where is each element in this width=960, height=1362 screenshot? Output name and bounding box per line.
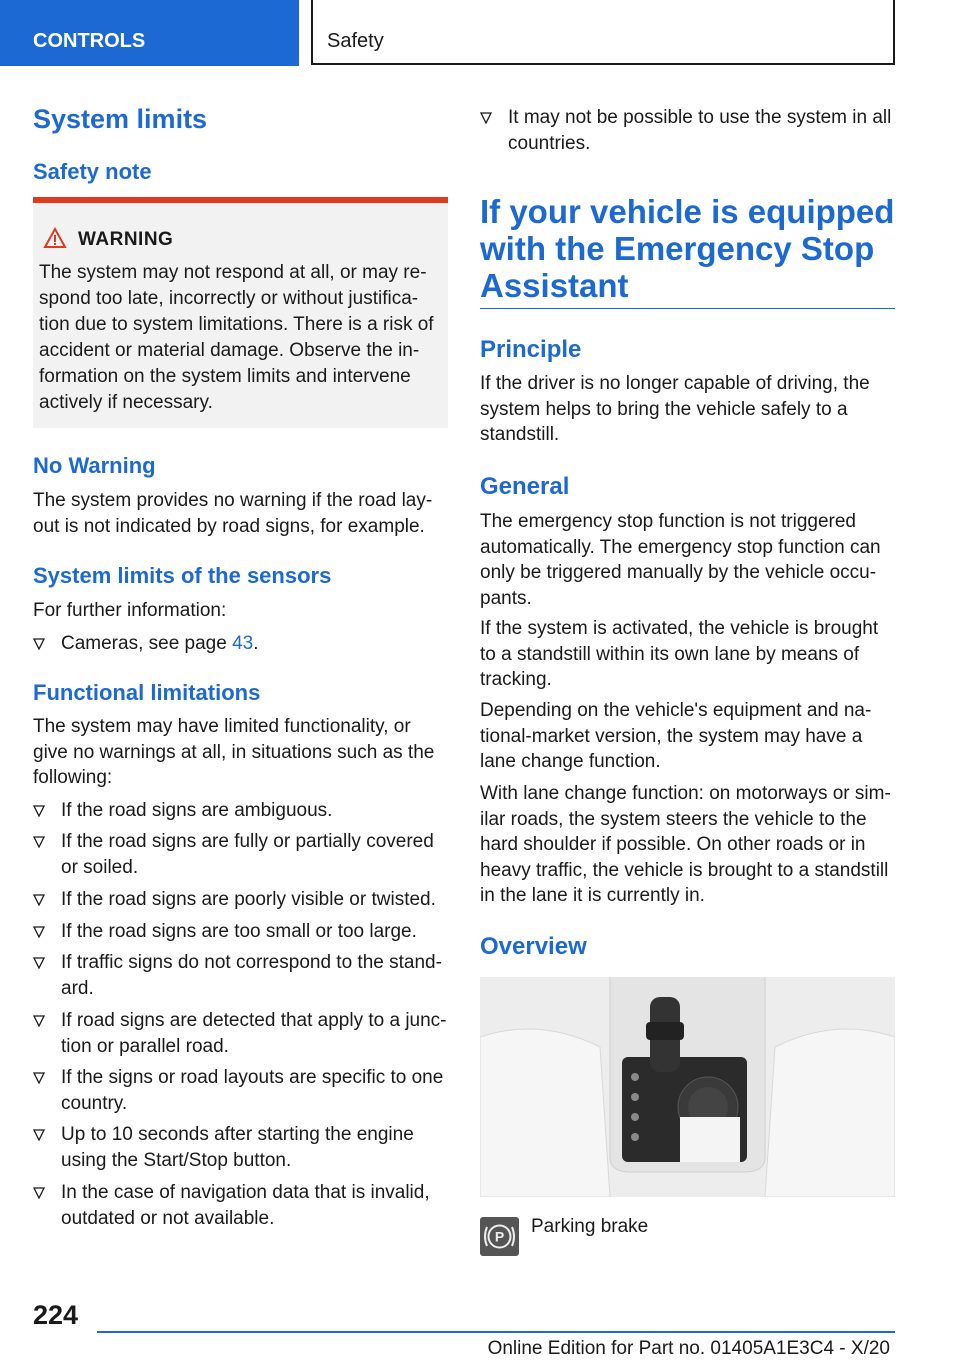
heading-emergency-stop-assistant: If your vehicle is equipped with the Emergency Stop Assistant	[480, 193, 895, 304]
warning-triangle-icon	[43, 227, 67, 249]
edition-text: Online Edition for Part no. 01405A1E3C4 - X/20	[487, 1338, 890, 1359]
heading-no-warning: No Warning	[33, 453, 156, 478]
list-item-text: If the road signs are ambiguous.	[61, 800, 333, 821]
parking-brake-label: Parking brake	[531, 1216, 649, 1237]
list-item-text: In the case of navigation data that is invalid, outdated or not available.	[61, 1182, 430, 1229]
no-warning-text: The system provides no warning if the road lay-out is not indicated by road signs, for example.	[33, 490, 433, 537]
heading-system-limits: System limits	[33, 104, 208, 134]
sensor-item-text: Cameras, see page	[61, 633, 233, 654]
warning-title: WARNING	[78, 229, 174, 250]
bullet-triangle-icon	[33, 957, 45, 969]
section-tab: CONTROLS	[0, 0, 299, 66]
parking-brake-symbol	[480, 1217, 519, 1256]
general-paragraph-3: Depending on the vehicle's equipment and na-tional-market version, the system may have a lane change function.	[480, 700, 872, 772]
center-console-illustration	[480, 977, 895, 1197]
list-item-text: Up to 10 seconds after starting the engine using the Start/Stop button.	[61, 1124, 414, 1171]
warning-box	[33, 197, 448, 428]
heading-rule	[480, 308, 895, 309]
list-item-text: If the road signs are poorly visible or twisted.	[61, 889, 436, 910]
warning-text: The system may not respond at all, or may re-spond too late, incorrectly or without justifica-tion due to system limitations. There is a risk of accident or material damage. Observe the in-formation on the system limits and intervene actively if necessary.	[39, 262, 434, 413]
chapter-title: Safety	[311, 0, 895, 65]
list-item-text: It may not be possible to use the system in all countries.	[508, 107, 892, 154]
list-item-text: If road signs are detected that apply to a junc-tion or parallel road.	[61, 1010, 447, 1057]
list-item-text: If the road signs are fully or partially covered or soiled.	[61, 831, 434, 878]
heading-principle: Principle	[480, 336, 582, 363]
list-item-text: If the road signs are too small or too large.	[61, 921, 417, 942]
footer-rule	[97, 1331, 895, 1333]
functional-intro: The system may have limited functionality, or give no warnings at all, in situations such as the following:	[33, 716, 435, 788]
center-console-image	[480, 977, 895, 1197]
heading-functional-limitations: Functional limitations	[33, 680, 261, 705]
bullet-triangle-icon	[33, 1072, 45, 1084]
heading-safety-note: Safety note	[33, 159, 152, 184]
general-paragraph-4: With lane change function: on motorways or sim-ilar roads, the system steers the vehicle to the hard shoulder if possible. On other roads or in heavy traffic, the vehicle is brought to a standstill in the lane it is currently in.	[480, 783, 891, 906]
heading-overview: Overview	[480, 933, 587, 960]
general-paragraph-2: If the system is activated, the vehicle is brought to a standstill within its own lane by means of tracking.	[480, 618, 879, 690]
bullet-triangle-icon	[33, 805, 45, 817]
page-header	[0, 0, 960, 66]
bullet-triangle-icon	[33, 894, 45, 906]
sensor-intro: For further information:	[33, 600, 227, 621]
general-paragraph-1: The emergency stop function is not triggered automatically. The emergency stop function can only be triggered manually by the vehicle occu-pants.	[480, 511, 881, 609]
page-link-43[interactable]: 43	[232, 633, 254, 654]
bullet-triangle-icon	[33, 1187, 45, 1199]
page-number: 224	[33, 1300, 79, 1330]
bullet-triangle-icon	[480, 112, 492, 124]
sensor-item-suffix: .	[253, 633, 259, 654]
bullet-triangle-icon	[33, 926, 45, 938]
bullet-triangle-icon	[33, 836, 45, 848]
heading-sensor-limits: System limits of the sensors	[33, 563, 332, 588]
principle-text: If the driver is no longer capable of driving, the system helps to bring the vehicle safely to a standstill.	[480, 373, 870, 445]
parking-brake-icon	[480, 1217, 519, 1256]
list-item-text: If traffic signs do not correspond to the stand-ard.	[61, 952, 442, 999]
heading-general: General	[480, 473, 570, 500]
svg-text:P: P	[494, 1228, 505, 1245]
bullet-triangle-icon	[33, 638, 45, 650]
bullet-triangle-icon	[33, 1015, 45, 1027]
list-item-text: If the signs or road layouts are specific to one country.	[61, 1067, 444, 1114]
bullet-triangle-icon	[33, 1129, 45, 1141]
